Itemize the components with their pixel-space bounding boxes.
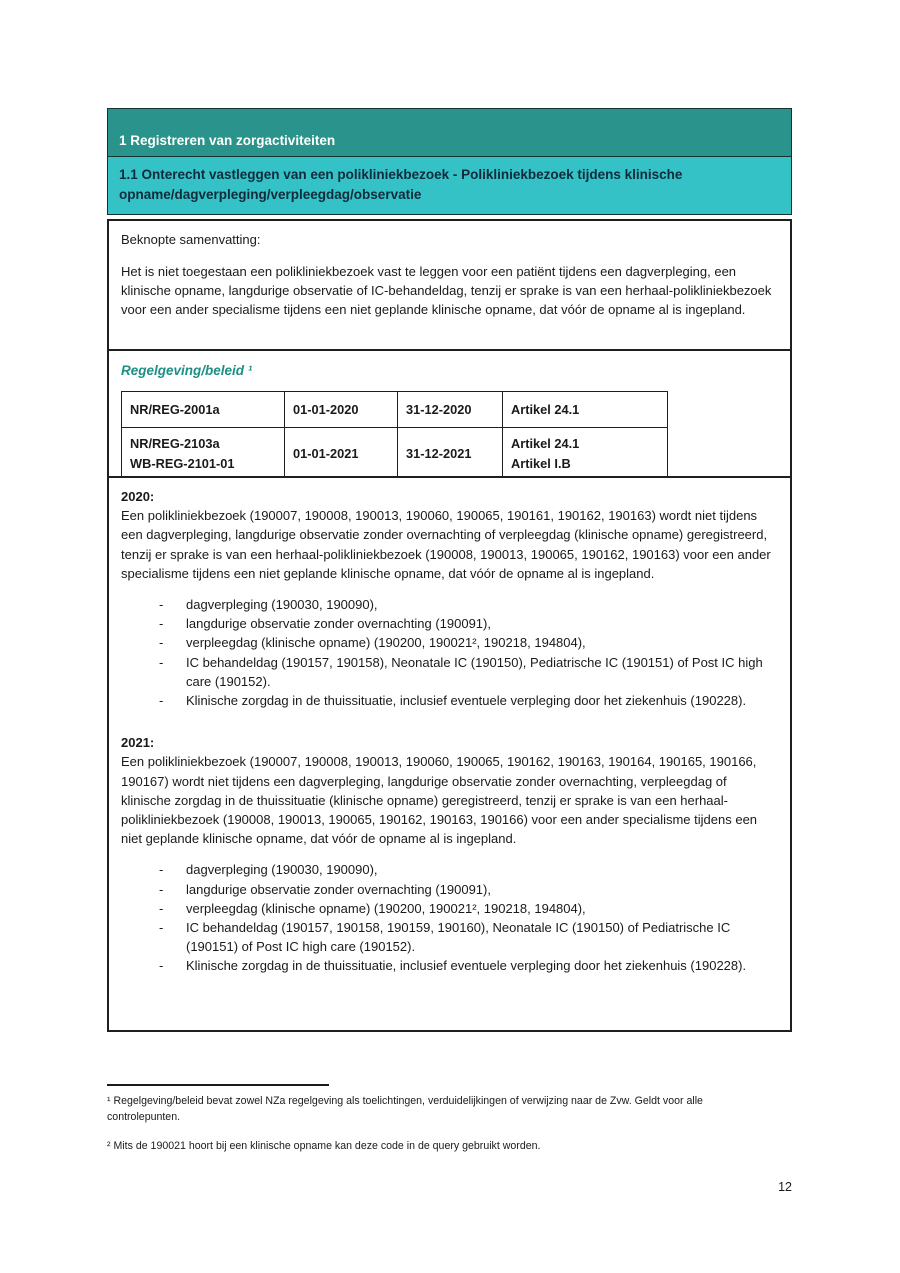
table-row bbox=[122, 428, 668, 481]
list-item-text: Klinische zorgdag in de thuissituatie, inclusief eventuele verpleging door het ziekenhuis (190228). bbox=[186, 693, 747, 709]
table-cell bbox=[122, 392, 285, 428]
table-cell-line: 31-12-2020 bbox=[406, 401, 472, 417]
table-cell-line: NR/REG-2103a bbox=[130, 436, 220, 451]
section-header-bar bbox=[107, 108, 792, 157]
list-item bbox=[121, 614, 778, 633]
summary-label: Beknopte samenvatting: bbox=[121, 232, 261, 247]
table-cell-line: 01-01-2021 bbox=[293, 446, 359, 461]
list-item bbox=[121, 918, 778, 956]
table-cell bbox=[398, 392, 503, 428]
table-cell-line: NR/REG-2001a bbox=[130, 401, 220, 417]
table-cell-line: 01-01-2020 bbox=[293, 401, 359, 417]
subsection-title: 1.1 Onterecht vastleggen van een polikliniekbezoek - Polikliniekbezoek tijdens klinische opname/dagverpleging/verpleegdag/observatie bbox=[119, 167, 683, 202]
content-column bbox=[107, 108, 792, 1032]
list-item-text: langdurige observatie zonder overnachting (190091), bbox=[186, 616, 491, 632]
list-item bbox=[121, 880, 778, 899]
dash-marker bbox=[159, 899, 186, 918]
footnote-separator bbox=[107, 1084, 329, 1086]
year-2020-label: 2020: bbox=[121, 489, 155, 504]
list-item-text: verpleegdag (klinische opname) (190200, 190021², 190218, 194804), bbox=[186, 635, 586, 651]
year-2021-list bbox=[121, 860, 778, 975]
dash-marker bbox=[159, 918, 186, 956]
list-item-text: verpleegdag (klinische opname) (190200, 190021², 190218, 194804), bbox=[186, 900, 586, 916]
table-cell-line: Artikel 24.1 bbox=[511, 401, 580, 417]
dash-marker bbox=[159, 691, 186, 710]
table-row bbox=[122, 392, 668, 428]
table-cell bbox=[398, 428, 503, 481]
regulation-box bbox=[107, 349, 792, 478]
list-item bbox=[121, 595, 778, 614]
list-item-text: dagverpleging (190030, 190090), bbox=[186, 597, 378, 613]
table-cell bbox=[503, 392, 668, 428]
table-cell bbox=[122, 428, 285, 481]
dash-marker bbox=[159, 614, 186, 633]
section-title: 1 Registreren van zorgactiviteiten bbox=[119, 133, 336, 148]
list-item-text: IC behandeldag (190157, 190158, 190159, 190160), Neonatale IC (190150) of Pediatrische IC (190151) of Post IC high care (190152). bbox=[186, 920, 731, 955]
dash-marker bbox=[159, 860, 186, 879]
list-item bbox=[121, 691, 778, 710]
year-2020-list bbox=[121, 595, 778, 710]
table-cell bbox=[503, 428, 668, 481]
details-box bbox=[107, 476, 792, 1032]
page-number: 12 bbox=[778, 1180, 792, 1194]
list-item bbox=[121, 653, 778, 691]
list-item bbox=[121, 899, 778, 918]
subsection-header-bar bbox=[107, 157, 792, 215]
list-item-text: dagverpleging (190030, 190090), bbox=[186, 862, 378, 878]
footnote-1: ¹ Regelgeving/beleid bevat zowel NZa regelgeving als toelichtingen, verduidelijkingen of verwijzing naar de Zvw. Geldt voor alle controlepunten. bbox=[107, 1095, 703, 1123]
table-cell bbox=[285, 428, 398, 481]
list-item-text: IC behandeldag (190157, 190158), Neonatale IC (190150), Pediatrische IC (190151) of Post IC high care (190152). bbox=[186, 654, 763, 689]
list-item bbox=[121, 860, 778, 879]
summary-box bbox=[107, 219, 792, 351]
list-item bbox=[121, 633, 778, 652]
list-item bbox=[121, 956, 778, 975]
year-2020-intro: Een polikliniekbezoek (190007, 190008, 190013, 190060, 190065, 190161, 190162, 190163) wordt niet tijdens een dagverpleging, langdurige observatie zonder overnachting of verpleegdag (klinische opname) geregistreerd, tenzij er sprake is van een herhaal-polikliniekbezoek (190008, 190013, 190065, 190162, 190163) voor een ander specialisme tijdens een niet geplande klinische opname, dat vóór de opname al is ingepland. bbox=[121, 508, 771, 581]
year-2021-label: 2021: bbox=[121, 735, 155, 751]
year-2021-intro: Een polikliniekbezoek (190007, 190008, 190013, 190060, 190065, 190162, 190163, 190164, 190165, 190166, 190167) wordt niet tijdens een dagverpleging, langdurige observatie zonder overnachting, verpleegdag of klinische zorgdag in de thuissituatie (klinische opname) geregistreerd, tenzij er sprake is van een herhaal-polikliniekbezoek (190008, 190013, 190065, 190162, 190163, 190166) voor een ander specialisme tijdens een niet geplande klinische opname, dat vóór de opname al is ingepland. bbox=[121, 754, 758, 847]
dash-marker bbox=[159, 633, 186, 652]
table-cell bbox=[285, 392, 398, 428]
list-item-text: langdurige observatie zonder overnachting (190091), bbox=[186, 881, 491, 897]
table-cell-line: Artikel 24.1 bbox=[511, 436, 580, 451]
table-cell-line: 31-12-2021 bbox=[406, 446, 472, 461]
dash-marker bbox=[159, 653, 186, 691]
list-item-text: Klinische zorgdag in de thuissituatie, inclusief eventuele verpleging door het ziekenhuis (190228). bbox=[186, 958, 747, 974]
dash-marker bbox=[159, 595, 186, 614]
dash-marker bbox=[159, 956, 186, 975]
table-cell-line: WB-REG-2101-01 bbox=[130, 456, 235, 471]
table-cell-line: Artikel I.B bbox=[511, 456, 571, 471]
regulation-heading: Regelgeving/beleid ¹ bbox=[121, 363, 253, 378]
dash-marker bbox=[159, 880, 186, 899]
footnote-2: ² Mits de 190021 hoort bij een klinische opname kan deze code in de query gebruikt worden. bbox=[107, 1140, 541, 1152]
regulation-table bbox=[121, 391, 668, 481]
summary-text: Het is niet toegestaan een polikliniekbezoek vast te leggen voor een patiënt tijdens een dagverpleging, een klinische opname, langdurige observatie of IC-behandeldag, tenzij er sprake is van een herhaal-polikliniekbezoek voor een ander specialisme tijdens een niet geplande klinische opname, dat vóór de opname al is ingepland. bbox=[121, 264, 772, 318]
